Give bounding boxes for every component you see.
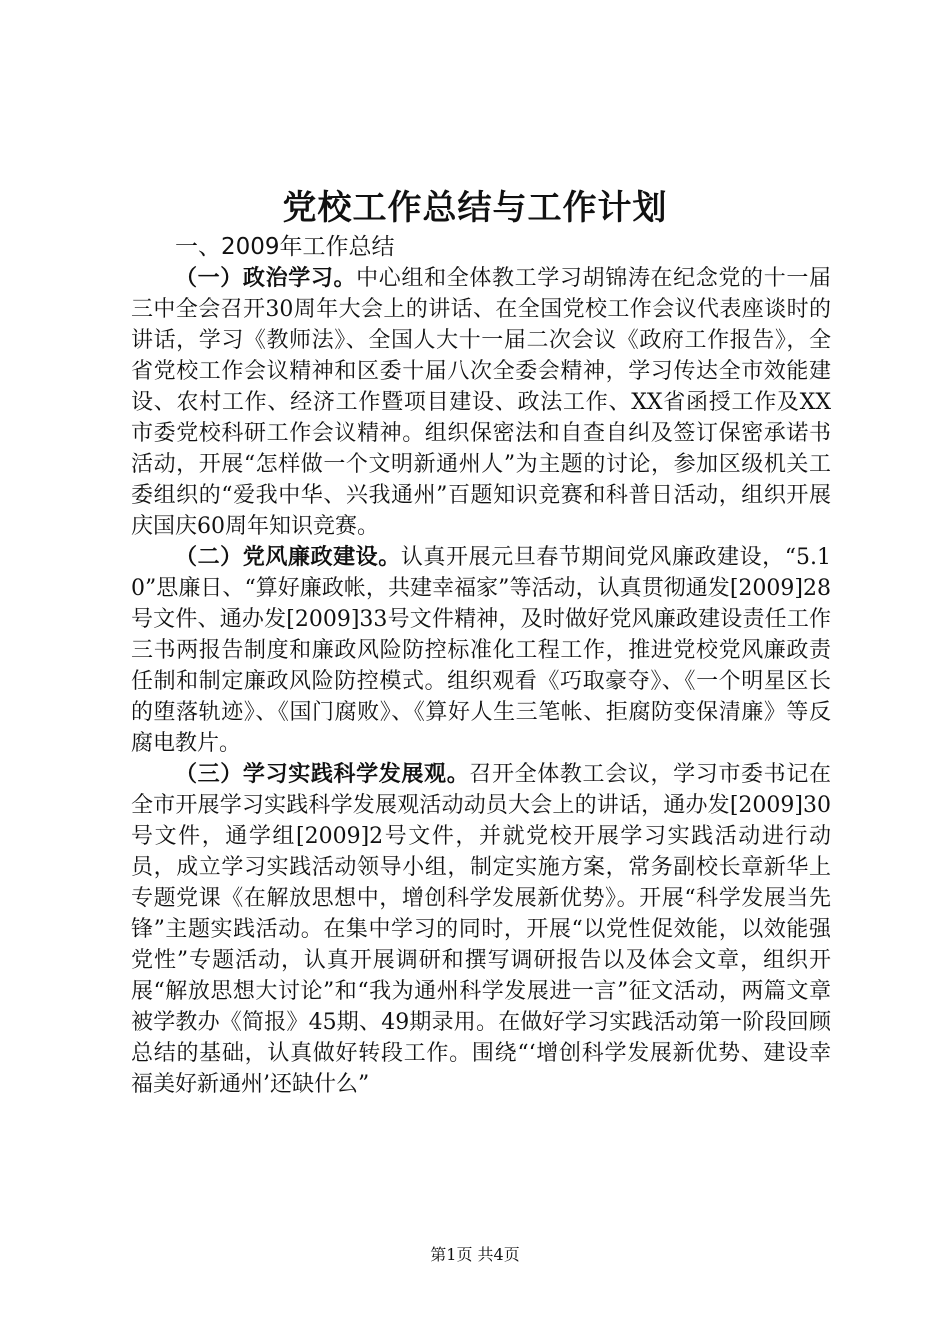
paragraph-lead: （二）党风廉政建设。	[175, 545, 401, 570]
paragraph-text: 中心组和全体教工学习胡锦涛在纪念党的十一届三中全会召开30周年大会上的讲话、在全国党校工作会议代表座谈时的讲话，学习《教师法》、全国人大十一届二次会议《政府工作报告》，全省党校工作会议精神和区委十届八次全委会精神，学习传达全市效能建设、农村工作、经济工作暨项目建设、政法工作、XX省函授工作及XX市委党校科研工作会议精神。组织保密法和自查自纠及签订保密承诺书活动，开展“怎样做一个文明新通州人”为主题的讨论，参加区级机关工委组织的“爱我中华、兴我通州”百题知识竞赛和科普日活动，组织开展庆国庆60周年知识竞赛。	[131, 266, 831, 539]
paragraph-party-integrity	[131, 542, 831, 759]
paragraph-lead: （三）学习实践科学发展观。	[175, 762, 470, 787]
page-number-footer: 第1页 共4页	[430, 1245, 520, 1264]
paragraph-scientific-development	[131, 759, 831, 1100]
section-heading: 一、2009年工作总结	[175, 234, 395, 260]
document-title: 党校工作总结与工作计划	[282, 188, 668, 228]
document-body	[131, 232, 831, 1100]
paragraph-text: 认真开展元旦春节期间党风廉政建设，“5.10”思廉日、“算好廉政帐，共建幸福家”等活动，认真贯彻通发[2009]28号文件、通办发[2009]33号文件精神，及时做好党风廉政建设责任工作三书两报告制度和廉政风险防控标准化工程工作，推进党校党风廉政责任制和制定廉政风险防控模式。组织观看《巧取豪夺》、《一个明星区长的堕落轨迹》、《国门腐败》、《算好人生三笔帐、拒腐防变保清廉》等反腐电教片。	[131, 545, 831, 756]
paragraph-text: 召开全体教工会议，学习市委书记在全市开展学习实践科学发展观活动动员大会上的讲话，通办发[2009]30号文件，通学组[2009]2号文件，并就党校开展学习实践活动进行动员，成立学习实践活动领导小组，制定实施方案，常务副校长章新华上专题党课《在解放思想中，增创科学发展新优势》。开展“科学发展当先锋”主题实践活动。在集中学习的同时，开展“以党性促效能，以效能强党性”专题活动，认真开展调研和撰写调研报告以及体会文章，组织开展“解放思想大讨论”和“我为通州科学发展进一言”征文活动，两篇文章被学教办《简报》45期、49期录用。在做好学习实践活动第一阶段回顾总结的基础，认真做好转段工作。围绕“‘增创科学发展新优势、建设幸福美好新通州’还缺什么”	[131, 762, 831, 1097]
paragraph-lead: （一）政治学习。	[175, 266, 357, 291]
paragraph-political-study	[131, 263, 831, 542]
